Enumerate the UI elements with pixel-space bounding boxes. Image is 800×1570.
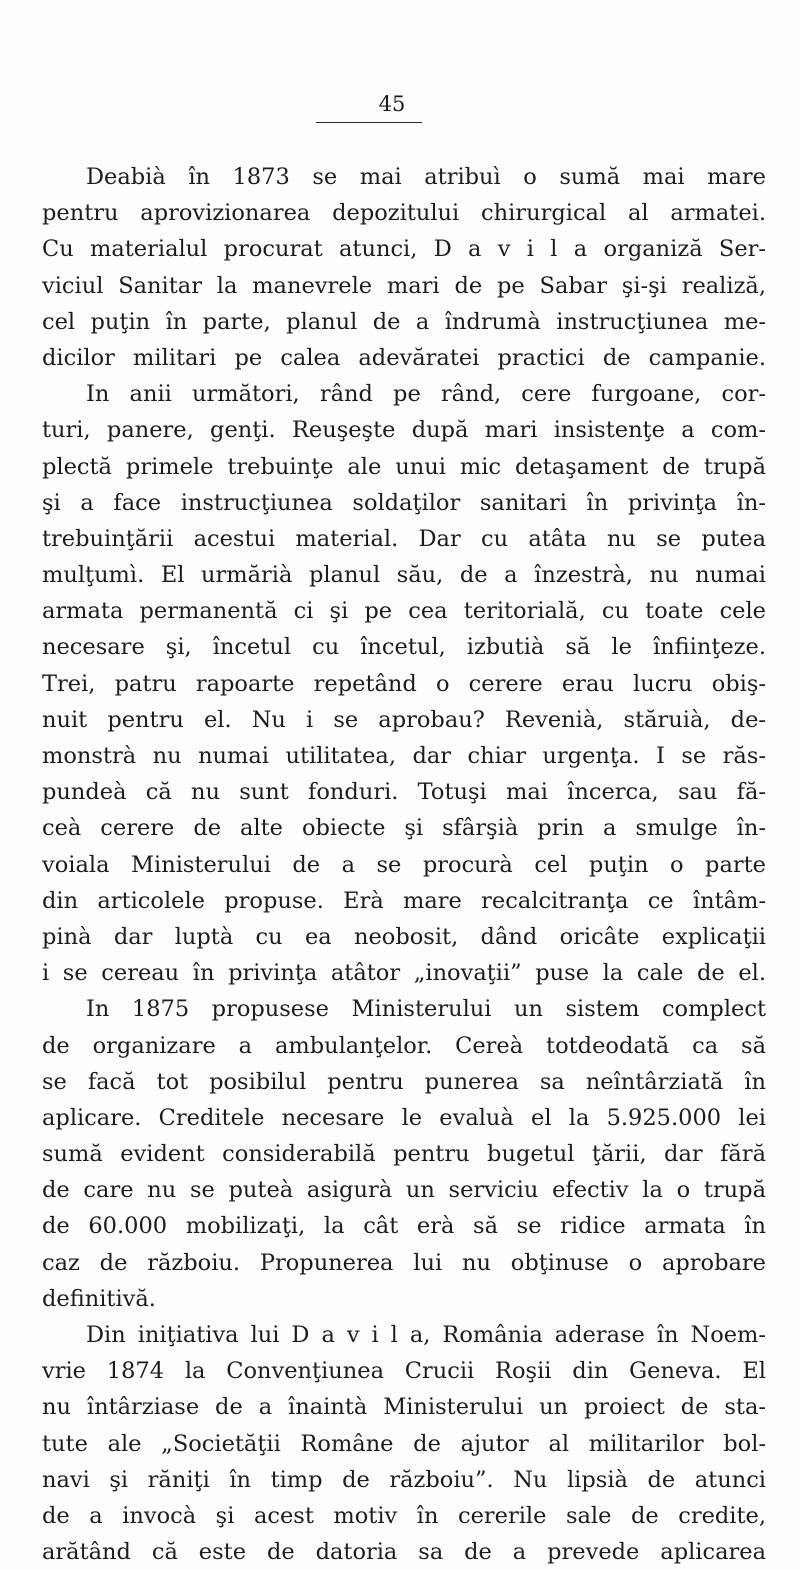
text-line: tute ale „Societăţii Române de ajutor al militarilor bol- bbox=[42, 1430, 766, 1457]
text-line: trebuinţării acestui material. Dar cu atâta nu se putea bbox=[42, 525, 766, 552]
text-line: navi şi răniţi în timp de războiu”. Nu lipsià de atunci bbox=[42, 1466, 766, 1493]
text-line: se facă tot posibilul pentru punerea sa neîntârziată în bbox=[42, 1068, 766, 1095]
text-line: ceà cerere de alte obiecte şi sfârşià prin a smulge în- bbox=[42, 815, 766, 842]
text-line: din articolele propuse. Erà mare recalcitranţa ce întâm- bbox=[42, 887, 766, 914]
body-text bbox=[42, 159, 766, 1570]
text-line: Din iniţiativa lui D a v i l a, România aderase în Noem- bbox=[86, 1322, 766, 1348]
text-line: Trei, patru rapoarte repetând o cerere erau lucru obiş- bbox=[42, 670, 766, 697]
text-line: mulţumì. El urmărià planul său, de a înzestrà, nu numai bbox=[42, 562, 766, 589]
text-line: monstrà nu numai utilitatea, dar chiar urgenţa. I se răs- bbox=[42, 743, 766, 769]
text-line: pentru aprovizionarea depozitului chirurgical al armatei. bbox=[42, 200, 766, 227]
text-line: Deabià în 1873 se mai atribuì o sumă mai mare bbox=[86, 164, 766, 190]
text-line: definitivă. bbox=[42, 1285, 156, 1312]
text-line: arătând că este de datoria sa de a prevede aplicarea bbox=[42, 1539, 766, 1566]
text-line: In 1875 propusese Ministerului un sistem complect bbox=[86, 996, 766, 1023]
text-line: nuit pentru el. Nu i se aprobau? Revenià, stăruià, de- bbox=[42, 706, 766, 733]
text-line: de care nu se puteà asigurà un serviciu efectiv la o trupă bbox=[42, 1177, 766, 1204]
text-line: i se cereau în privinţa atâtor „inovaţii” puse la cale de el. bbox=[42, 960, 766, 987]
text-line: In anii următori, rând pe rând, cere furgoane, cor- bbox=[86, 381, 766, 408]
text-line: pundeà că nu sunt fonduri. Totuşi mai încerca, sau fă- bbox=[42, 779, 766, 806]
text-line: caz de războiu. Propunerea lui nu obţinuse o aprobare bbox=[42, 1249, 766, 1276]
text-line: şi a face instrucţiunea soldaţilor sanitari în privinţa în- bbox=[42, 489, 766, 516]
text-line: turi, panere, genţi. Reuşeşte după mari insistenţe a com- bbox=[42, 417, 766, 444]
text-line: armata permanentă ci şi pe cea teritorială, cu toate cele bbox=[42, 598, 766, 625]
text-line: sumă evident considerabilă pentru bugetul ţării, dar fără bbox=[42, 1141, 766, 1168]
text-line: de 60.000 mobilizaţi, la cât erà să se ridice armata în bbox=[42, 1213, 766, 1240]
text-line: de a invocà şi acest motiv în cererile sale de credite, bbox=[42, 1502, 766, 1529]
text-line: plectă primele trebuinţe ale unui mic detaşament de trupă bbox=[42, 453, 766, 480]
text-line: necesare şi, încetul cu încetul, izbutià să le înfiinţeze. bbox=[42, 634, 766, 661]
text-line: aplicare. Creditele necesare le evaluà el la 5.925.000 lei bbox=[42, 1104, 766, 1131]
text-line: de organizare a ambulanţelor. Cereà totdeodată ca să bbox=[42, 1032, 766, 1059]
text-line: cel puţin în parte, planul de a îndrumà instrucţiunea me- bbox=[42, 308, 766, 335]
page-number: 45 bbox=[378, 92, 406, 116]
text-line: vrie 1874 la Convenţiunea Crucii Roşii din Geneva. El bbox=[42, 1358, 766, 1385]
text-line: viciul Sanitar la manevrele mari de pe Sabar şi-şi realiză, bbox=[42, 272, 766, 299]
text-line: Cu materialul procurat atunci, D a v i l a organiză Ser- bbox=[42, 236, 766, 263]
page-number-rule bbox=[316, 122, 422, 123]
text-line: pinà dar luptà cu ea neobosit, dând oricâte explicaţii bbox=[42, 923, 766, 950]
text-line: voiala Ministerului de a se procurà cel puţin o parte bbox=[42, 851, 766, 878]
text-line: dicilor militari pe calea adevăratei practici de campanie. bbox=[42, 344, 766, 371]
text-line: nu întârziase de a înaintà Ministerului un proiect de sta- bbox=[42, 1394, 766, 1421]
